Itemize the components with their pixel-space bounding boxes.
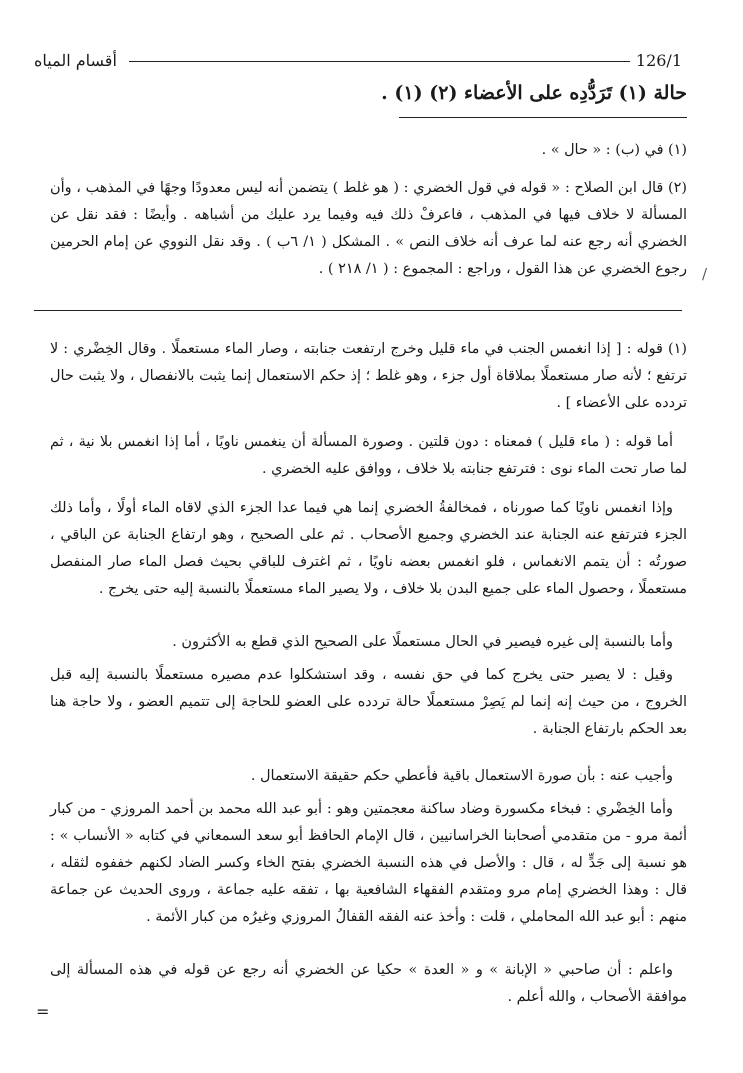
chapter-title: أقسام المياه [34,51,117,70]
commentary-paragraph [50,763,687,790]
footnote-1: (١) في (ب) : « حال » . [541,142,687,158]
commentary-paragraph [50,957,687,1011]
footnote-separator [399,117,687,118]
commentary-text: وإذا انغمس ناويًا كما صورناه ، فمخالفةُ الخضري إنما هي فيما عدا الجزء الذي لاقاه الماء أولًا ، وأما ذلك الجزء فترتفع عنه الجنابة عند الخضري وجميع الأصحاب . ثم على الصحيح ، وهو ارتفاع الجنابة عن الباقي ، صورتُه : أن يتمم الانغماس ، فلو انغمس بعضه ناويًا ، ثم اغترف للباقي بحيث فصل الماء صار المنفصل مستعملًا ، وحصول الماء على جميع البدن بلا خلاف ، ولا يصير الماء مستعملًا بالنسبة إليه حتى يخرج . [50,500,687,597]
commentary-paragraph [50,662,687,743]
commentary-paragraph [50,336,687,417]
commentary-text: أما قوله : ( ماء قليل ) فمعناه : دون قلتين . وصورة المسألة أن ينغمس ناويًا ، أما إذا انغمس بلا نية ، ثم لما صار تحت الماء نوى : فترتفع جنابته بلا خلاف ، ووافق عليه الخضري . [50,434,687,477]
commentary-separator [34,310,682,311]
commentary-paragraph [50,429,687,483]
commentary-text: (١) قوله : [ إذا انغمس الجنب في ماء قليل وخرج ارتفعت جنابته ، وصار الماء مستعملًا . وقال الخِضْري : لا ترتفع ؛ لأنه صار مستعملًا بملاقاة أول جزء ، وهو غلط ؛ إذ حكم الاستعمال إنما يثبت بالانفصال ، ولا يثبت حال تردده على الأعضاء ] . [50,341,687,411]
commentary-text: وقيل : لا يصير حتى يخرج كما في حق نفسه ، وقد استشكلوا عدم مصيره مستعملًا بالنسبة إليه قبل الخروج ، من حيث إنه إنما لم يَصِرْ مستعملًا حالة تردده على العضو للحاجة إلى تتميم العضو ، ولا حاجة هنا بعد الحكم بارتفاع الجنابة . [50,667,687,737]
main-text-continuation: حالة (١) تَرَدُّدِه على الأعضاء (٢) (١) . [381,82,687,104]
commentary-text: وأجيب عنه : بأن صورة الاستعمال باقية فأعطي حكم حقيقة الاستعمال . [250,768,673,784]
commentary-paragraph [50,796,687,931]
commentary-text: وأما الخِضْري : فبخاء مكسورة وضاد ساكنة معجمتين وهو : أبو عبد الله محمد بن أحمد المروزي - من كبار أئمة مرو - من متقدمي أصحابنا الخراسانيين ، قال الإمام الحافظ أبو سعد السمعاني في كتابه « الأنساب » : هو نسبة إلى جَدٍّ له ، قال : والأصل في هذه النسبة الخضري بفتح الخاء وكسر الضاد لكنهم خففوه لثقله ، قال : وهذا الخضري إمام مرو ومتقدم الفقهاء الشافعية بها ، تفقه عليه جماعة ، وروى الحديث عن جماعة منهم : أبو عبد الله المحاملي ، قلت : وأخذ عنه الفقه القفالُ المروزي وغيرُه من كبار الأئمة . [50,801,687,925]
page-number: 126/1 [635,51,682,70]
footnote-2: (٢) قال ابن الصلاح : « قوله في قول الخضري : ( هو غلط ) يتضمن أنه ليس معدودًا وجهًا في المذهب ، وأن المسألة لا خلاف فيها في المذهب ، فاعرفْ ذلك فيه وفيما يرد عليك من أشباهه . وأيضًا : فقد نقل عن الخضري أنه رجع عنه لما عرف أنه خلاف النص » . المشكل ( ١/ ٦ب ) . وقد نقل النووي عن إمام الحرمين رجوع الخضري عن هذا القول ، وراجع : المجموع : ( ١/ ٢١٨ ) . [50,180,687,277]
header-rule [129,61,630,62]
continuation-mark: = [36,1002,50,1021]
commentary-text: وأما بالنسبة إلى غيره فيصير في الحال مستعملًا على الصحيح الذي قطع به الأكثرون . [172,634,673,650]
running-header [34,36,682,70]
margin-pen-mark: / [702,265,708,283]
commentary-text: واعلم : أن صاحبي « الإبانة » و « العدة » حكيا عن الخضري أنه رجع عن قوله في هذه المسألة إلى موافقة الأصحاب ، والله أعلم . [50,962,687,1005]
commentary-paragraph [50,495,687,603]
commentary-paragraph [50,629,687,656]
